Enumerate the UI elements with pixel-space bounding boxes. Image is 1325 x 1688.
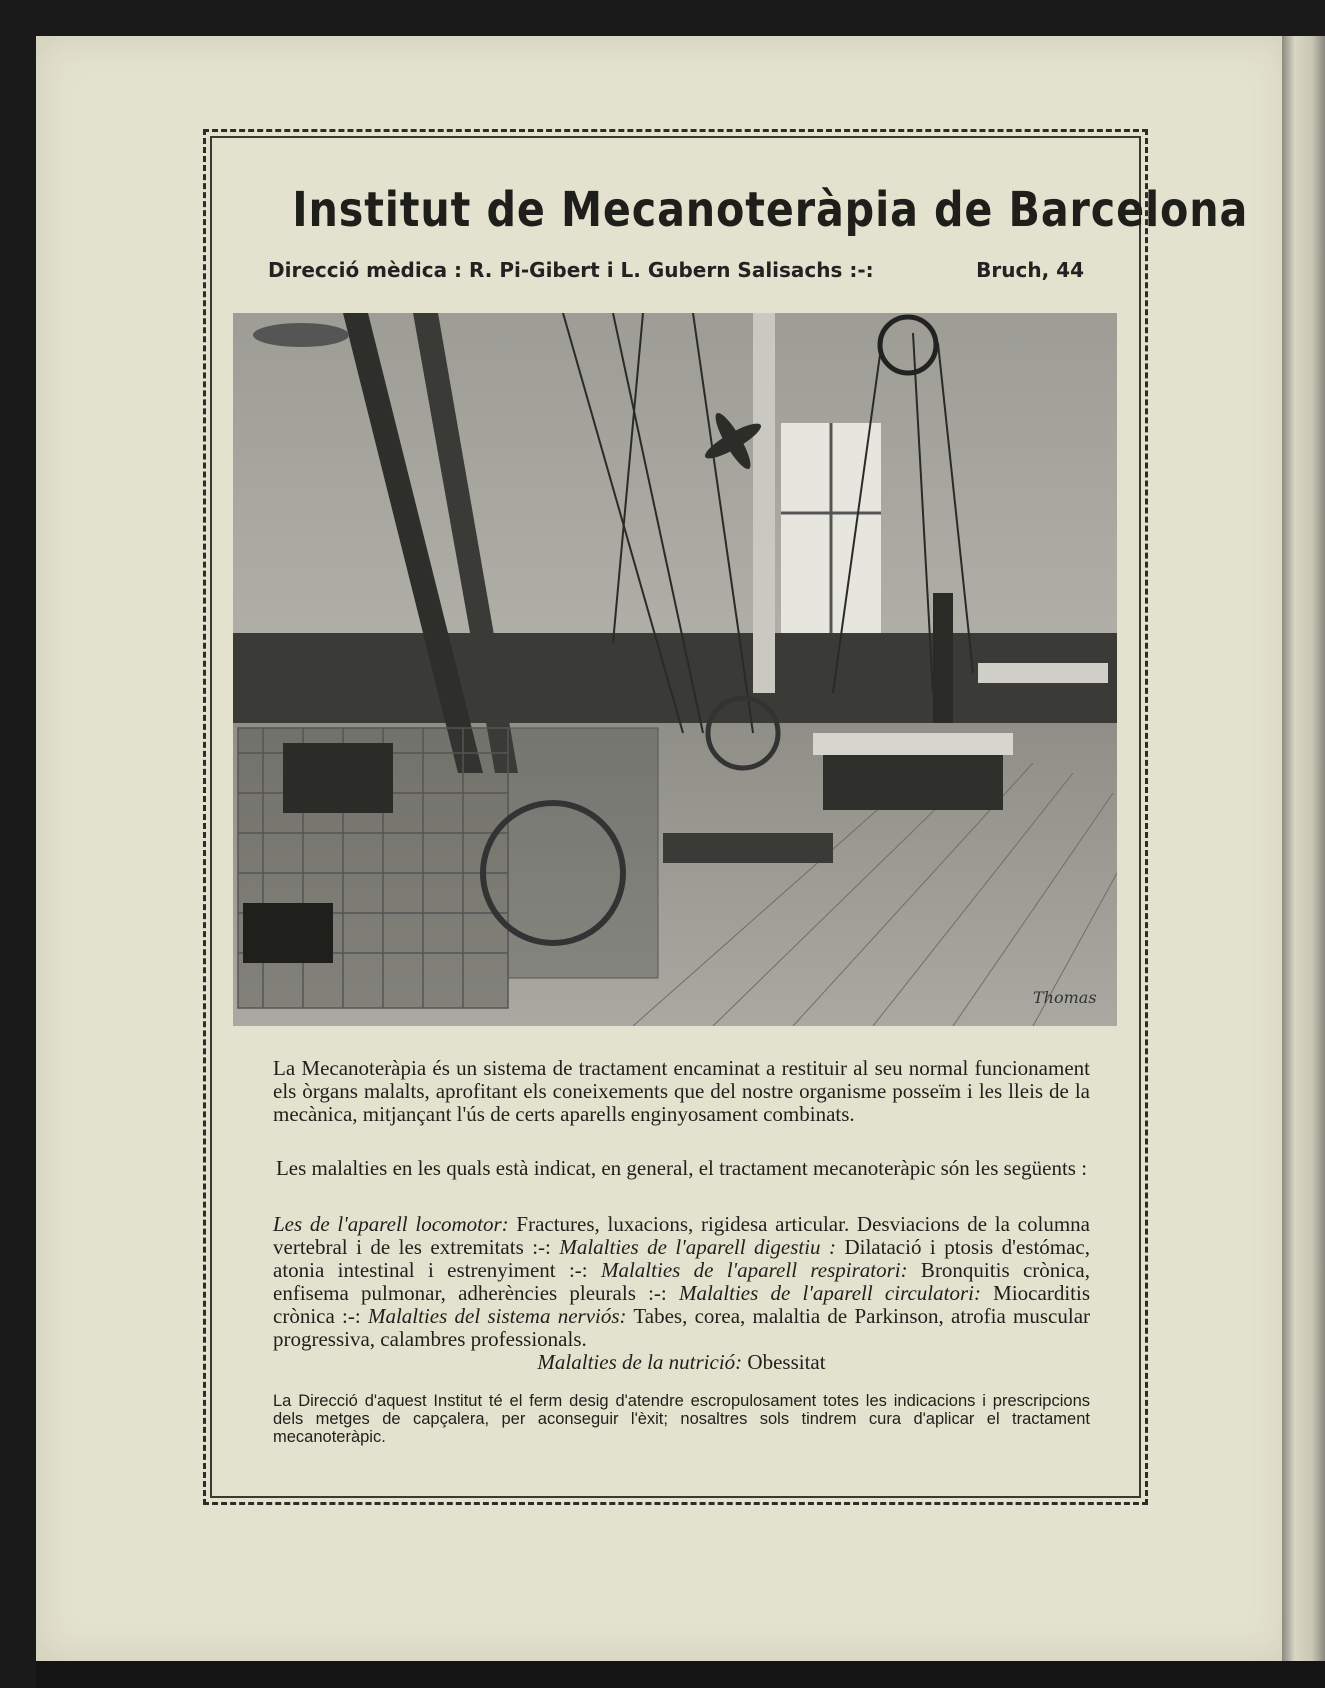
category-digestive-text: Dilatació i ptosis d'estómac, atonia intestinal i estrenyiment :-: — [273, 1235, 1091, 1282]
institute-title: Institut de Mecanoteràpia de Barcelona — [292, 182, 1249, 238]
header-subline — [268, 258, 1084, 282]
category-respiratory-text: Bronquitis crònica, enfisema pulmonar, adherències pleurals :-: — [273, 1258, 1090, 1305]
nutrition-line — [273, 1351, 1090, 1374]
book-spine — [1282, 36, 1325, 1661]
photographer-signature: Thomas — [1033, 988, 1097, 1007]
category-nutrition-text: Obessitat — [742, 1350, 826, 1374]
category-nervous-title: Malalties del sistema nerviós: — [367, 1304, 627, 1328]
category-respiratory-title: Malalties de l'aparell respiratori: — [600, 1258, 908, 1282]
category-nutrition-title: Malalties de la nutrició: — [537, 1350, 743, 1374]
category-locomotor-text: Fractures, luxacions, rigidesa articular. Desviacions de la columna vertebral i de les extremitats :-: — [273, 1212, 1090, 1259]
indications-list — [273, 1213, 1090, 1374]
indications-intro: Les malalties en les quals està indicat, en general, el tractament mecanoteràpic són les següents : — [275, 1156, 1088, 1180]
closing-paragraph: La Direcció d'aquest Institut té el ferm desig d'atendre escropulosament totes les indicacions i prescripcions dels metges de capçalera, per aconseguir l'èxit; nosaltres sols tindrem cura d'aplicar el tractament mecanoteràpic. — [273, 1392, 1090, 1446]
gymnasium-photo-illustration — [233, 313, 1117, 1026]
category-digestive-title: Malalties de l'aparell digestiu : — [559, 1235, 837, 1259]
address: Bruch, 44 — [976, 258, 1084, 282]
category-locomotor-title: Les de l'aparell locomotor: — [273, 1212, 509, 1236]
category-circulatory-title: Malalties de l'aparell circulatori: — [678, 1281, 981, 1305]
category-circulatory-text: Miocarditis crònica :-: — [273, 1281, 1090, 1328]
gymnasium-photo — [233, 313, 1117, 1026]
intro-paragraph: La Mecanoteràpia és un sistema de tractament encaminat a restituir al seu normal funcionament els òrgans malalts, aprofitant els coneixements que del nostre organisme posseïm i les lleis de la mecànica, mitjançant l'ús de certs aparells enginyosament combinats. — [273, 1056, 1090, 1126]
category-nervous-text: Tabes, corea, malaltia de Parkinson, atrofia muscular progressiva, calambres professionals. — [273, 1304, 1091, 1351]
scan-border — [36, 1661, 1325, 1688]
medical-direction: Direcció mèdica : R. Pi-Gibert i L. Gubern Salisachs :-: — [268, 258, 874, 282]
